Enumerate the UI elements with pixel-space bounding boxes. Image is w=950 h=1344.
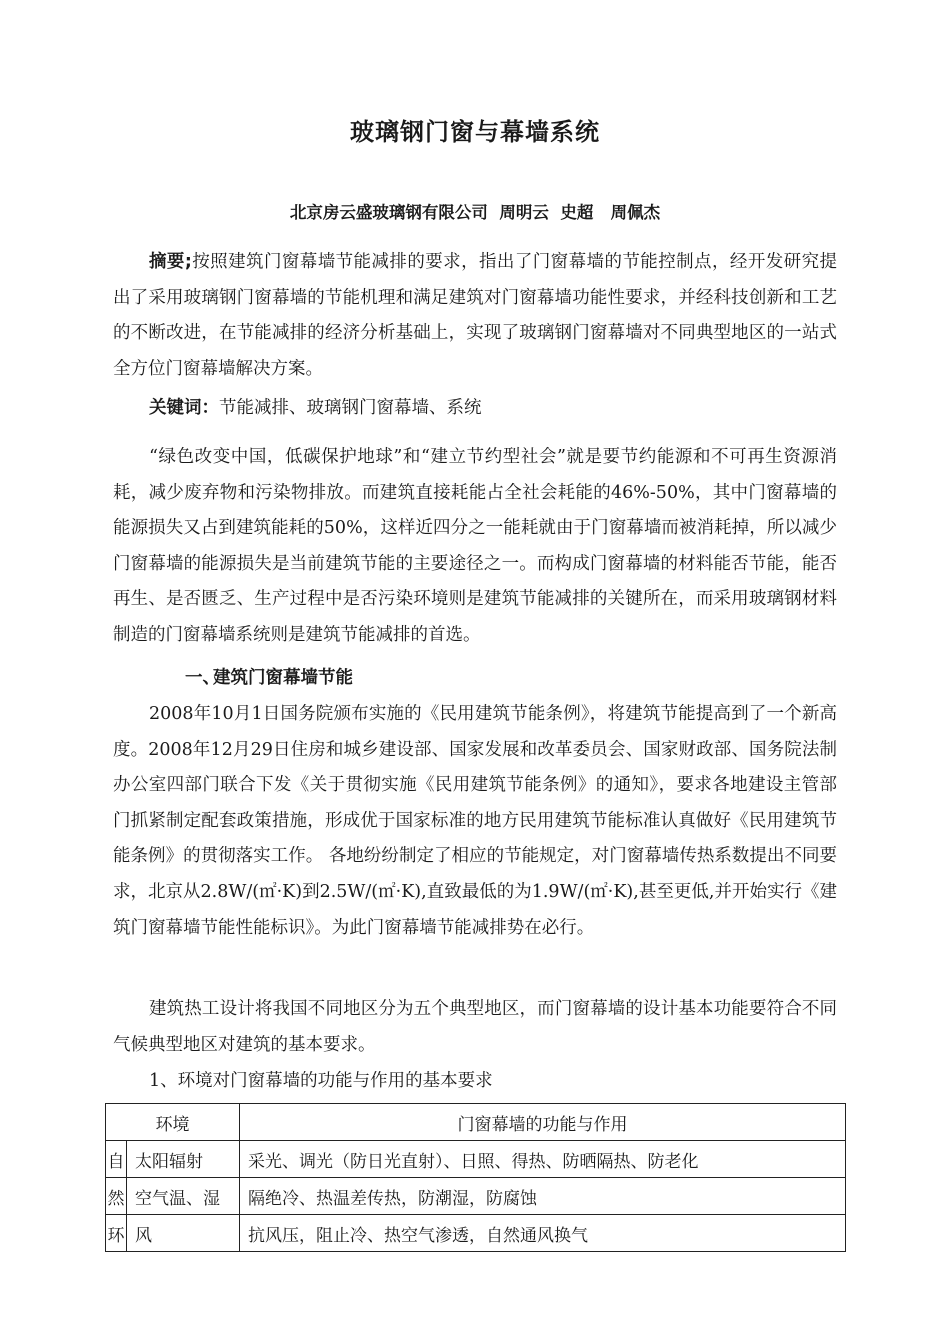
climate-paragraph: 建筑热工设计将我国不同地区分为五个典型地区，而门窗幕墙的设计基本功能要符合不同气候典型地区对建筑的基本要求。: [113, 999, 837, 1055]
policy-paragraph: 2008年10月1日国务院颁布实施的《民用建筑节能条例》，将建筑节能提高到了一个新高度。2008年12月29日住房和城乡建设部、国家发展和改革委员会、国家财政部、国务院法制办公室四部门联合下发《关于贯彻实施《民用建筑节能条例》的通知》，要求各地建设主管部门抓紧制定配套政策措施，形成优于国家标准的地方民用建筑节能标准认真做好《民用建筑节能条例》的贯彻落实工作。 各地纷纷制定了相应的节能规定，对门窗幕墙传热系数提出不同要求，北京从2.8W/(㎡·K)到2.5W/(㎡·K),直致最低的为1.9W/(㎡·K),甚至更低,并开始实行《建筑门窗幕墙节能性能标识》。为此门窗幕墙节能减排势在必行。: [113, 704, 837, 938]
table-row: [106, 1178, 846, 1215]
intro-paragraph: “绿色改变中国，低碳保护地球”和“建立节约型社会”就是要节约能源和不可再生资源消耗，减少废弃物和污染物排放。而建筑直接耗能占全社会耗能的46%-50%，其中门窗幕墙的能源损失又占到建筑能耗的50%，这样近四分之一能耗就由于门窗幕墙而被消耗掉，所以减少门窗幕墙的能源损失是当前建筑节能的主要途径之一。而构成门窗幕墙的材料能否节能，能否再生、是否匮乏、生产过程中是否污染环境则是建筑节能减排的关键所在，而采用玻璃钢材料制造的门窗幕墙系统则是建筑节能减排的首选。: [113, 447, 837, 645]
abstract-text: 按照建筑门窗幕墙节能减排的要求，指出了门窗幕墙的节能控制点，经开发研究提出了采用玻璃钢门窗幕墙的节能机理和满足建筑对门窗幕墙功能性要求，并经科技创新和工艺的不断改进，在节能减排的经济分析基础上，实现了玻璃钢门窗幕墙对不同典型地区的一站式全方位门窗幕墙解决方案。: [113, 252, 837, 379]
table-header-environment: 环境: [106, 1104, 240, 1141]
table-row: [106, 1215, 846, 1252]
keywords-line: [113, 391, 837, 427]
document-title: 玻璃钢门窗与幕墙系统: [350, 118, 600, 146]
section-heading-text: 建筑门窗幕墙节能: [213, 668, 353, 688]
environment-function-table: [105, 1103, 846, 1252]
table-row: [106, 1141, 846, 1178]
group-label-char: 环: [106, 1215, 127, 1252]
table-cell-factor: 空气温、湿: [127, 1178, 240, 1215]
group-label-char: 然: [106, 1178, 127, 1215]
keywords-text: 节能减排、玻璃钢门窗幕墙、系统: [219, 398, 482, 418]
table-cell-function: 隔绝冷、热温差传热，防潮湿，防腐蚀: [240, 1178, 846, 1215]
keywords-label: 关键词：: [149, 398, 219, 418]
table-cell-factor: 太阳辐射: [127, 1141, 240, 1178]
table-cell-factor: 风: [127, 1215, 240, 1252]
abstract-paragraph: [113, 245, 837, 387]
section-heading-1: [113, 661, 837, 697]
group-label-char: 自: [106, 1141, 127, 1178]
table-cell-function: 抗风压，阻止冷、热空气渗透，自然通风换气: [240, 1215, 846, 1252]
abstract-label: 摘要;: [149, 252, 192, 272]
table-header-row: [106, 1104, 846, 1141]
section-number: 一、: [185, 668, 220, 688]
authors-line: 北京房云盛玻璃钢有限公司 周明云 史超 周佩杰: [289, 203, 661, 222]
table-header-function: 门窗幕墙的功能与作用: [240, 1104, 846, 1141]
table-cell-function: 采光、调光（防日光直射）、日照、得热、防晒隔热、防老化: [240, 1141, 846, 1178]
list-item-1: 1、环境对门窗幕墙的功能与作用的基本要求: [149, 1071, 493, 1091]
